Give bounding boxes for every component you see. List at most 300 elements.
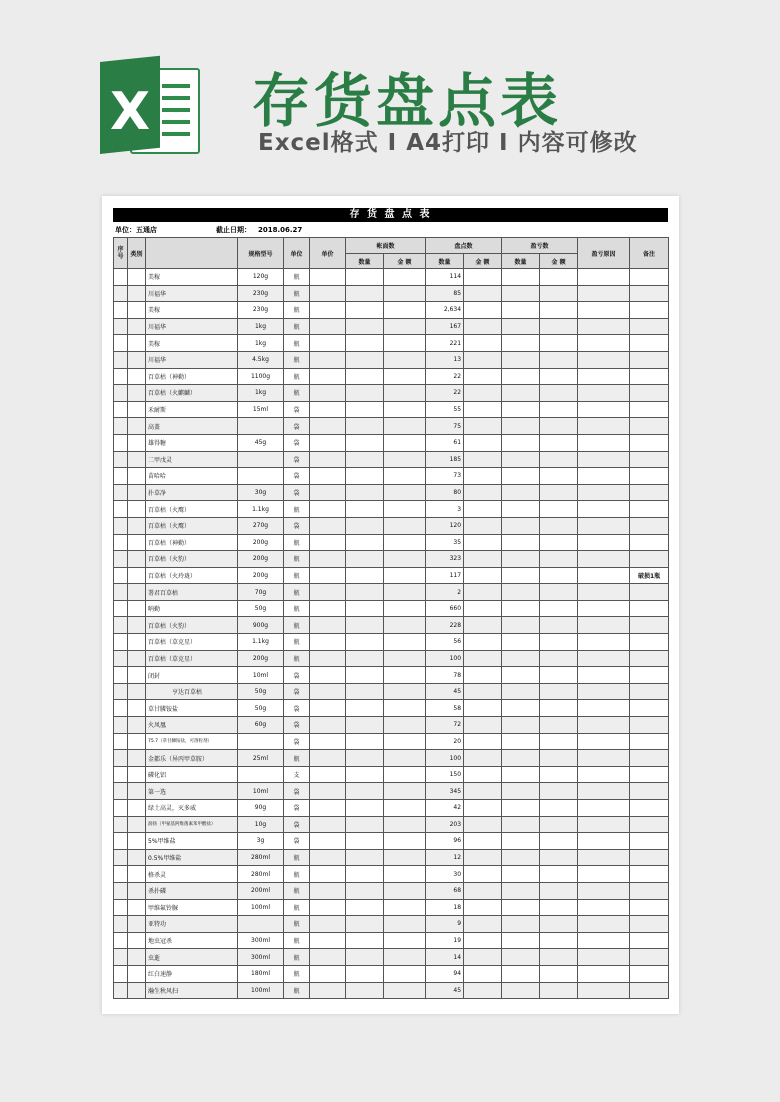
diff-amount-cell[interactable] [540, 982, 578, 999]
spec-cell[interactable]: 230g [238, 285, 284, 302]
category-cell[interactable] [128, 517, 146, 534]
unit-cell[interactable]: 瓶 [284, 302, 310, 319]
diff-amount-cell[interactable] [540, 269, 578, 286]
diff-amount-cell[interactable] [540, 634, 578, 651]
price-cell[interactable] [310, 418, 346, 435]
note-cell[interactable] [630, 501, 669, 518]
reason-cell[interactable] [578, 982, 630, 999]
count-amount-cell[interactable] [464, 567, 502, 584]
category-cell[interactable] [128, 285, 146, 302]
diff-amount-cell[interactable] [540, 551, 578, 568]
reason-cell[interactable] [578, 584, 630, 601]
unit-cell[interactable]: 袋 [284, 783, 310, 800]
category-cell[interactable] [128, 700, 146, 717]
seq-cell[interactable] [114, 899, 128, 916]
spec-cell[interactable]: 25ml [238, 750, 284, 767]
count-amount-cell[interactable] [464, 434, 502, 451]
count-amount-cell[interactable] [464, 351, 502, 368]
count-amount-cell[interactable] [464, 302, 502, 319]
reason-cell[interactable] [578, 285, 630, 302]
count-amount-cell[interactable] [464, 932, 502, 949]
note-cell[interactable] [630, 667, 669, 684]
spec-cell[interactable]: 45g [238, 434, 284, 451]
diff-qty-cell[interactable] [502, 717, 540, 734]
unit-cell[interactable]: 瓶 [284, 600, 310, 617]
account-amount-cell[interactable] [384, 468, 426, 485]
name-cell[interactable]: 闭封 [146, 667, 238, 684]
diff-amount-cell[interactable] [540, 617, 578, 634]
account-amount-cell[interactable] [384, 517, 426, 534]
price-cell[interactable] [310, 766, 346, 783]
category-cell[interactable] [128, 418, 146, 435]
price-cell[interactable] [310, 318, 346, 335]
diff-qty-cell[interactable] [502, 534, 540, 551]
seq-cell[interactable] [114, 866, 128, 883]
price-cell[interactable] [310, 866, 346, 883]
price-cell[interactable] [310, 567, 346, 584]
note-cell[interactable] [630, 816, 669, 833]
note-cell[interactable] [630, 434, 669, 451]
note-cell[interactable] [630, 517, 669, 534]
diff-amount-cell[interactable] [540, 318, 578, 335]
name-cell[interactable]: 百草枯（火鹰） [146, 517, 238, 534]
diff-amount-cell[interactable] [540, 534, 578, 551]
unit-cell[interactable]: 瓶 [284, 318, 310, 335]
account-qty-cell[interactable] [346, 385, 384, 402]
reason-cell[interactable] [578, 932, 630, 949]
note-cell[interactable] [630, 584, 669, 601]
reason-cell[interactable] [578, 468, 630, 485]
seq-cell[interactable] [114, 434, 128, 451]
seq-cell[interactable] [114, 600, 128, 617]
count-qty-cell[interactable]: 58 [426, 700, 464, 717]
name-cell[interactable]: 75.7（草甘膦铵盐，可溶粒剂） [146, 733, 238, 750]
account-amount-cell[interactable] [384, 484, 426, 501]
unit-cell[interactable]: 袋 [284, 468, 310, 485]
seq-cell[interactable] [114, 368, 128, 385]
diff-qty-cell[interactable] [502, 335, 540, 352]
account-qty-cell[interactable] [346, 451, 384, 468]
diff-amount-cell[interactable] [540, 932, 578, 949]
reason-cell[interactable] [578, 700, 630, 717]
unit-cell[interactable]: 袋 [284, 418, 310, 435]
seq-cell[interactable] [114, 800, 128, 817]
spec-cell[interactable]: 50g [238, 683, 284, 700]
diff-qty-cell[interactable] [502, 783, 540, 800]
count-amount-cell[interactable] [464, 551, 502, 568]
count-qty-cell[interactable]: 42 [426, 800, 464, 817]
unit-cell[interactable]: 袋 [284, 700, 310, 717]
account-qty-cell[interactable] [346, 584, 384, 601]
note-cell[interactable] [630, 484, 669, 501]
diff-qty-cell[interactable] [502, 600, 540, 617]
spec-cell[interactable]: 1100g [238, 368, 284, 385]
name-cell[interactable]: 绿土高灵，灭多威 [146, 800, 238, 817]
price-cell[interactable] [310, 468, 346, 485]
note-cell[interactable] [630, 982, 669, 999]
category-cell[interactable] [128, 318, 146, 335]
note-cell[interactable] [630, 717, 669, 734]
reason-cell[interactable] [578, 634, 630, 651]
note-cell[interactable] [630, 700, 669, 717]
seq-cell[interactable] [114, 551, 128, 568]
count-amount-cell[interactable] [464, 800, 502, 817]
count-amount-cell[interactable] [464, 916, 502, 933]
reason-cell[interactable] [578, 401, 630, 418]
note-cell[interactable] [630, 451, 669, 468]
reason-cell[interactable] [578, 318, 630, 335]
account-amount-cell[interactable] [384, 733, 426, 750]
spec-cell[interactable]: 1kg [238, 335, 284, 352]
account-qty-cell[interactable] [346, 567, 384, 584]
diff-amount-cell[interactable] [540, 783, 578, 800]
name-cell[interactable]: 二甲戊灵 [146, 451, 238, 468]
price-cell[interactable] [310, 700, 346, 717]
unit-cell[interactable]: 瓶 [284, 882, 310, 899]
name-cell[interactable]: 百草枯（草克星） [146, 650, 238, 667]
reason-cell[interactable] [578, 617, 630, 634]
reason-cell[interactable] [578, 965, 630, 982]
count-qty-cell[interactable]: 68 [426, 882, 464, 899]
account-amount-cell[interactable] [384, 302, 426, 319]
count-qty-cell[interactable]: 30 [426, 866, 464, 883]
spec-cell[interactable]: 1kg [238, 318, 284, 335]
reason-cell[interactable] [578, 717, 630, 734]
reason-cell[interactable] [578, 882, 630, 899]
note-cell[interactable] [630, 534, 669, 551]
diff-qty-cell[interactable] [502, 965, 540, 982]
account-qty-cell[interactable] [346, 932, 384, 949]
count-amount-cell[interactable] [464, 683, 502, 700]
name-cell[interactable]: 雄得糖 [146, 434, 238, 451]
diff-amount-cell[interactable] [540, 567, 578, 584]
spec-cell[interactable]: 270g [238, 517, 284, 534]
spec-cell[interactable]: 10ml [238, 783, 284, 800]
name-cell[interactable]: 川福华 [146, 285, 238, 302]
seq-cell[interactable] [114, 965, 128, 982]
account-amount-cell[interactable] [384, 667, 426, 684]
account-qty-cell[interactable] [346, 401, 384, 418]
price-cell[interactable] [310, 617, 346, 634]
seq-cell[interactable] [114, 683, 128, 700]
seq-cell[interactable] [114, 916, 128, 933]
count-qty-cell[interactable]: 323 [426, 551, 464, 568]
price-cell[interactable] [310, 932, 346, 949]
account-amount-cell[interactable] [384, 916, 426, 933]
diff-qty-cell[interactable] [502, 434, 540, 451]
diff-qty-cell[interactable] [502, 401, 540, 418]
diff-amount-cell[interactable] [540, 949, 578, 966]
diff-amount-cell[interactable] [540, 501, 578, 518]
seq-cell[interactable] [114, 932, 128, 949]
note-cell[interactable] [630, 269, 669, 286]
note-cell[interactable] [630, 551, 669, 568]
account-qty-cell[interactable] [346, 302, 384, 319]
account-qty-cell[interactable] [346, 634, 384, 651]
name-cell[interactable]: 百草枯（火豹） [146, 617, 238, 634]
spec-cell[interactable]: 900g [238, 617, 284, 634]
category-cell[interactable] [128, 534, 146, 551]
account-amount-cell[interactable] [384, 368, 426, 385]
count-amount-cell[interactable] [464, 484, 502, 501]
note-cell[interactable] [630, 766, 669, 783]
price-cell[interactable] [310, 600, 346, 617]
account-amount-cell[interactable] [384, 833, 426, 850]
unit-cell[interactable]: 瓶 [284, 866, 310, 883]
diff-qty-cell[interactable] [502, 634, 540, 651]
note-cell[interactable] [630, 285, 669, 302]
category-cell[interactable] [128, 849, 146, 866]
spec-cell[interactable]: 120g [238, 269, 284, 286]
account-amount-cell[interactable] [384, 551, 426, 568]
seq-cell[interactable] [114, 634, 128, 651]
account-amount-cell[interactable] [384, 882, 426, 899]
category-cell[interactable] [128, 733, 146, 750]
unit-cell[interactable]: 袋 [284, 683, 310, 700]
name-cell[interactable]: 虫逝 [146, 949, 238, 966]
spec-cell[interactable]: 30g [238, 484, 284, 501]
count-qty-cell[interactable]: 85 [426, 285, 464, 302]
category-cell[interactable] [128, 401, 146, 418]
name-cell[interactable]: 甲维氟铃脲 [146, 899, 238, 916]
unit-cell[interactable]: 瓶 [284, 916, 310, 933]
diff-amount-cell[interactable] [540, 667, 578, 684]
count-qty-cell[interactable]: 100 [426, 750, 464, 767]
category-cell[interactable] [128, 451, 146, 468]
note-cell[interactable] [630, 916, 669, 933]
unit-cell[interactable]: 瓶 [284, 567, 310, 584]
count-qty-cell[interactable]: 228 [426, 617, 464, 634]
count-amount-cell[interactable] [464, 833, 502, 850]
name-cell[interactable]: 第一选 [146, 783, 238, 800]
category-cell[interactable] [128, 717, 146, 734]
price-cell[interactable] [310, 667, 346, 684]
price-cell[interactable] [310, 385, 346, 402]
diff-amount-cell[interactable] [540, 600, 578, 617]
count-amount-cell[interactable] [464, 650, 502, 667]
seq-cell[interactable] [114, 335, 128, 352]
count-qty-cell[interactable]: 73 [426, 468, 464, 485]
price-cell[interactable] [310, 717, 346, 734]
spec-cell[interactable]: 50g [238, 700, 284, 717]
unit-cell[interactable]: 瓶 [284, 617, 310, 634]
note-cell[interactable] [630, 683, 669, 700]
diff-amount-cell[interactable] [540, 766, 578, 783]
diff-amount-cell[interactable] [540, 351, 578, 368]
note-cell[interactable] [630, 650, 669, 667]
unit-cell[interactable]: 瓶 [284, 501, 310, 518]
account-qty-cell[interactable] [346, 650, 384, 667]
count-qty-cell[interactable]: 2 [426, 584, 464, 601]
price-cell[interactable] [310, 351, 346, 368]
spec-cell[interactable] [238, 451, 284, 468]
unit-cell[interactable]: 袋 [284, 517, 310, 534]
name-cell[interactable]: 格杀灵 [146, 866, 238, 883]
account-amount-cell[interactable] [384, 899, 426, 916]
seq-cell[interactable] [114, 534, 128, 551]
account-qty-cell[interactable] [346, 534, 384, 551]
price-cell[interactable] [310, 650, 346, 667]
category-cell[interactable] [128, 600, 146, 617]
name-cell[interactable]: 禾耐斯 [146, 401, 238, 418]
account-amount-cell[interactable] [384, 567, 426, 584]
spec-cell[interactable]: 15ml [238, 401, 284, 418]
account-qty-cell[interactable] [346, 600, 384, 617]
count-qty-cell[interactable]: 167 [426, 318, 464, 335]
price-cell[interactable] [310, 965, 346, 982]
unit-cell[interactable]: 袋 [284, 401, 310, 418]
count-qty-cell[interactable]: 75 [426, 418, 464, 435]
count-amount-cell[interactable] [464, 849, 502, 866]
diff-qty-cell[interactable] [502, 849, 540, 866]
unit-cell[interactable]: 袋 [284, 667, 310, 684]
diff-amount-cell[interactable] [540, 965, 578, 982]
spec-cell[interactable]: 200g [238, 650, 284, 667]
count-qty-cell[interactable]: 94 [426, 965, 464, 982]
note-cell[interactable] [630, 368, 669, 385]
name-cell[interactable]: 署君百草枯 [146, 584, 238, 601]
price-cell[interactable] [310, 833, 346, 850]
diff-qty-cell[interactable] [502, 866, 540, 883]
diff-qty-cell[interactable] [502, 368, 540, 385]
account-amount-cell[interactable] [384, 335, 426, 352]
reason-cell[interactable] [578, 816, 630, 833]
unit-cell[interactable]: 袋 [284, 434, 310, 451]
reason-cell[interactable] [578, 534, 630, 551]
seq-cell[interactable] [114, 501, 128, 518]
reason-cell[interactable] [578, 800, 630, 817]
reason-cell[interactable] [578, 866, 630, 883]
reason-cell[interactable] [578, 949, 630, 966]
account-amount-cell[interactable] [384, 650, 426, 667]
diff-qty-cell[interactable] [502, 351, 540, 368]
unit-cell[interactable]: 瓶 [284, 351, 310, 368]
diff-amount-cell[interactable] [540, 800, 578, 817]
reason-cell[interactable] [578, 750, 630, 767]
diff-amount-cell[interactable] [540, 302, 578, 319]
diff-amount-cell[interactable] [540, 368, 578, 385]
name-cell[interactable]: 美稼 [146, 335, 238, 352]
spec-cell[interactable] [238, 733, 284, 750]
diff-amount-cell[interactable] [540, 650, 578, 667]
account-amount-cell[interactable] [384, 584, 426, 601]
count-amount-cell[interactable] [464, 501, 502, 518]
reason-cell[interactable] [578, 667, 630, 684]
count-amount-cell[interactable] [464, 401, 502, 418]
name-cell[interactable]: 百草枯（火豹） [146, 551, 238, 568]
count-amount-cell[interactable] [464, 385, 502, 402]
seq-cell[interactable] [114, 650, 128, 667]
unit-cell[interactable]: 瓶 [284, 932, 310, 949]
count-qty-cell[interactable]: 78 [426, 667, 464, 684]
category-cell[interactable] [128, 484, 146, 501]
seq-cell[interactable] [114, 418, 128, 435]
count-qty-cell[interactable]: 22 [426, 385, 464, 402]
count-amount-cell[interactable] [464, 269, 502, 286]
category-cell[interactable] [128, 551, 146, 568]
reason-cell[interactable] [578, 899, 630, 916]
count-amount-cell[interactable] [464, 617, 502, 634]
count-qty-cell[interactable]: 61 [426, 434, 464, 451]
count-amount-cell[interactable] [464, 733, 502, 750]
account-qty-cell[interactable] [346, 617, 384, 634]
reason-cell[interactable] [578, 783, 630, 800]
price-cell[interactable] [310, 584, 346, 601]
price-cell[interactable] [310, 733, 346, 750]
spec-cell[interactable]: 280ml [238, 849, 284, 866]
diff-qty-cell[interactable] [502, 501, 540, 518]
count-qty-cell[interactable]: 117 [426, 567, 464, 584]
reason-cell[interactable] [578, 766, 630, 783]
account-qty-cell[interactable] [346, 667, 384, 684]
unit-cell[interactable]: 瓶 [284, 385, 310, 402]
account-amount-cell[interactable] [384, 351, 426, 368]
count-amount-cell[interactable] [464, 750, 502, 767]
account-qty-cell[interactable] [346, 833, 384, 850]
category-cell[interactable] [128, 667, 146, 684]
account-amount-cell[interactable] [384, 418, 426, 435]
count-amount-cell[interactable] [464, 318, 502, 335]
seq-cell[interactable] [114, 733, 128, 750]
name-cell[interactable]: 百草枯（草克星） [146, 634, 238, 651]
reason-cell[interactable] [578, 501, 630, 518]
reason-cell[interactable] [578, 434, 630, 451]
count-qty-cell[interactable]: 120 [426, 517, 464, 534]
seq-cell[interactable] [114, 285, 128, 302]
category-cell[interactable] [128, 567, 146, 584]
count-qty-cell[interactable]: 80 [426, 484, 464, 501]
unit-cell[interactable]: 瓶 [284, 650, 310, 667]
reason-cell[interactable] [578, 551, 630, 568]
unit-cell[interactable]: 袋 [284, 717, 310, 734]
category-cell[interactable] [128, 683, 146, 700]
account-qty-cell[interactable] [346, 849, 384, 866]
note-cell[interactable] [630, 600, 669, 617]
note-cell[interactable] [630, 418, 669, 435]
diff-amount-cell[interactable] [540, 418, 578, 435]
spec-cell[interactable]: 230g [238, 302, 284, 319]
count-amount-cell[interactable] [464, 866, 502, 883]
account-amount-cell[interactable] [384, 982, 426, 999]
account-qty-cell[interactable] [346, 965, 384, 982]
price-cell[interactable] [310, 916, 346, 933]
account-amount-cell[interactable] [384, 866, 426, 883]
spec-cell[interactable]: 200g [238, 551, 284, 568]
name-cell[interactable]: 百草枯（神勤） [146, 534, 238, 551]
note-cell[interactable] [630, 965, 669, 982]
unit-cell[interactable]: 袋 [284, 484, 310, 501]
spec-cell[interactable] [238, 916, 284, 933]
name-cell[interactable]: 火凤凰 [146, 717, 238, 734]
price-cell[interactable] [310, 368, 346, 385]
price-cell[interactable] [310, 750, 346, 767]
name-cell[interactable]: 地虫冠杀 [146, 932, 238, 949]
category-cell[interactable] [128, 800, 146, 817]
reason-cell[interactable] [578, 833, 630, 850]
account-qty-cell[interactable] [346, 816, 384, 833]
seq-cell[interactable] [114, 816, 128, 833]
note-cell[interactable] [630, 750, 669, 767]
diff-qty-cell[interactable] [502, 484, 540, 501]
diff-amount-cell[interactable] [540, 733, 578, 750]
seq-cell[interactable] [114, 717, 128, 734]
count-qty-cell[interactable]: 203 [426, 816, 464, 833]
reason-cell[interactable] [578, 600, 630, 617]
diff-qty-cell[interactable] [502, 916, 540, 933]
account-amount-cell[interactable] [384, 965, 426, 982]
account-amount-cell[interactable] [384, 750, 426, 767]
spec-cell[interactable]: 10ml [238, 667, 284, 684]
